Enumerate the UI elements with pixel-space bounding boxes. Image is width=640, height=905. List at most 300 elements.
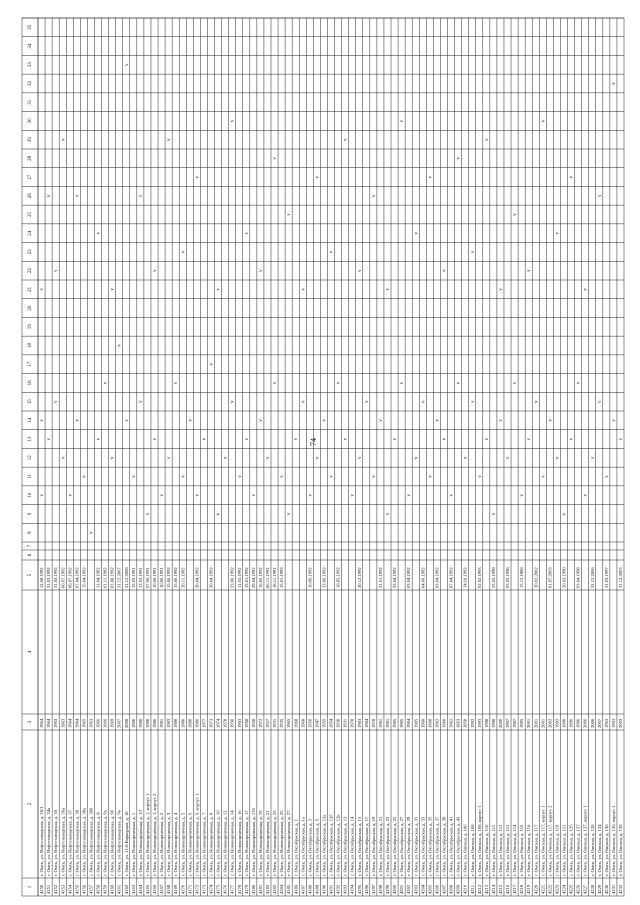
- row-address: г. Омск, ул. Октябрьская, д. 12а: [321, 814, 327, 876]
- check-mark: v: [576, 381, 582, 385]
- check-mark: v: [308, 493, 314, 497]
- row-id: 4164: [137, 884, 143, 894]
- table-row: [292, 18, 299, 896]
- row-id: 4228: [589, 884, 595, 894]
- row-year: 1980: [173, 718, 179, 728]
- check-mark: v: [124, 63, 130, 67]
- column-number: 27: [28, 174, 33, 180]
- row-address: г. Омск, ул. Октябрьская, д. 43: [455, 816, 461, 876]
- row-date: 29.04.1992: [250, 567, 256, 588]
- row-date: 23.04.1992: [392, 567, 398, 588]
- table-row: [582, 18, 589, 896]
- row-id: 4203: [413, 884, 419, 894]
- row-date: 31.12.2007: [116, 567, 122, 588]
- check-mark: v: [54, 269, 60, 272]
- row-id: 4223: [554, 884, 560, 894]
- check-mark: v: [223, 456, 229, 460]
- row-id: 4172: [194, 884, 200, 894]
- row-year: 1980: [137, 718, 143, 728]
- row-id: 4191: [328, 884, 334, 894]
- check-mark: v: [301, 288, 307, 291]
- column-number: 22: [28, 268, 33, 274]
- check-mark: v: [75, 194, 81, 198]
- check-mark: v: [484, 437, 490, 441]
- row-id: 4224: [561, 884, 567, 894]
- row-date: 20.04.1992: [194, 567, 200, 588]
- check-mark: v: [442, 437, 448, 441]
- row-date: 15.06.1992: [173, 567, 179, 588]
- row-year: 1965: [286, 718, 292, 728]
- row-year: 1980: [144, 718, 150, 728]
- check-mark: v: [273, 157, 279, 160]
- row-id: 4222: [547, 884, 553, 894]
- row-address: г. Омск, ул. Омская, д. 136, корпус 1: [610, 805, 616, 876]
- row-id: 4175: [215, 884, 221, 894]
- check-mark: v: [541, 475, 547, 478]
- row-date: 06.07.1992: [67, 567, 73, 588]
- row-id: 4205: [427, 884, 433, 894]
- row-address: г. Омск, ул. 11-й Карьерная, д. 18: [123, 811, 129, 876]
- table-row: [229, 18, 236, 896]
- row-address: г. Омск, ул. Омская, д. 117, корпус 1: [540, 805, 546, 876]
- check-mark: v: [61, 456, 67, 460]
- table-row: [532, 18, 539, 896]
- row-id: 4231: [610, 884, 616, 894]
- check-mark: v: [611, 82, 617, 85]
- row-date: 13.03.1991: [130, 567, 136, 588]
- table-row: [137, 18, 144, 896]
- check-mark: v: [583, 493, 589, 497]
- row-date: 31.12.2006: [589, 567, 595, 588]
- row-year: 1927: [265, 718, 271, 728]
- row-address: г. Омск, ул. Новокирпичная, д. 1, корпус 1: [144, 793, 150, 876]
- row-year: 1963: [88, 718, 94, 728]
- table-row: [257, 18, 264, 896]
- row-date: 15.06.1992: [166, 567, 172, 588]
- row-address: г. Омск, ул. Октябрьская, д. 17: [363, 816, 369, 876]
- check-mark: v: [414, 231, 420, 235]
- check-mark: v: [498, 419, 504, 422]
- table-row: [186, 18, 193, 896]
- table-row: [497, 18, 504, 896]
- row-address: г. Омск, ул. Новокирпичная, д. 12: [222, 810, 228, 876]
- check-mark: v: [138, 400, 144, 403]
- check-mark: v: [195, 493, 201, 497]
- table-row: [539, 18, 546, 896]
- row-year: 1973: [208, 718, 214, 728]
- row-date: 21.01.1992: [377, 567, 383, 588]
- check-mark: v: [491, 512, 497, 516]
- row-year: 1968: [293, 718, 299, 728]
- row-id: 4163: [130, 884, 136, 894]
- row-date: 03.02.1998: [505, 567, 511, 588]
- row-year: 1980: [187, 718, 193, 728]
- row-id: 4221: [540, 884, 546, 894]
- check-mark: v: [230, 400, 236, 403]
- row-date: 20.12.1992: [356, 567, 362, 588]
- table-row: [299, 18, 306, 896]
- check-mark: v: [470, 400, 476, 403]
- row-date: 10.06.1991: [159, 567, 165, 588]
- row-date: 15.01.1993: [279, 567, 285, 588]
- row-year: 1984: [406, 718, 412, 728]
- table-row: [483, 18, 490, 896]
- row-date: 20.11.1992: [180, 567, 186, 588]
- row-address: г. Омск, ул. Новокирпичная, д. 1: [130, 812, 136, 876]
- table-row: [377, 18, 384, 896]
- row-address: г. Омск, ул. Омская, д. 138: [618, 824, 624, 876]
- check-mark: v: [506, 456, 512, 460]
- table-row: [384, 18, 391, 896]
- row-date: 20.02.2002: [533, 567, 539, 588]
- row-id: 4160: [109, 884, 115, 894]
- row-year: 1972: [257, 718, 263, 728]
- row-address: г. Омск, ул. Нефтезаводская, д. 34а: [46, 807, 52, 876]
- check-mark: v: [329, 250, 335, 254]
- row-address: г. Омск, ул. Омская, д. 111: [490, 824, 496, 876]
- row-id: 4180: [250, 884, 256, 894]
- table-row: [518, 18, 525, 896]
- row-year: 1931: [342, 718, 348, 728]
- row-id: 4185: [286, 884, 292, 894]
- row-id: 4218: [519, 884, 525, 894]
- check-mark: v: [61, 138, 67, 141]
- row-address: г. Омск, ул. Омская, д. 125: [568, 824, 574, 876]
- table-row: [200, 18, 207, 896]
- row-address: г. Омск, ул. Омская, д. 117: [533, 824, 539, 876]
- row-id: 4188: [307, 884, 313, 894]
- table-row: [589, 18, 596, 896]
- row-year: 1954: [328, 718, 334, 728]
- row-year: 1965: [81, 718, 87, 728]
- row-year: 1996: [568, 718, 574, 728]
- row-year: 1985: [413, 718, 419, 728]
- table-row: [116, 18, 123, 896]
- check-mark: v: [47, 437, 53, 441]
- row-date: 06.11.1992: [265, 567, 271, 588]
- check-mark: v: [280, 475, 286, 478]
- row-year: 1996: [575, 718, 581, 728]
- column-number: 16: [28, 380, 33, 386]
- check-mark: v: [371, 475, 377, 478]
- row-year: 2003: [618, 718, 624, 728]
- check-mark: v: [258, 269, 264, 272]
- table-row: [38, 18, 45, 896]
- row-year: 1958: [462, 718, 468, 728]
- check-mark: v: [181, 250, 187, 254]
- row-id: 4227: [582, 884, 588, 894]
- row-address: г. Омск, ул. Октябрьская, д. 27: [399, 816, 405, 876]
- table-row: [560, 18, 567, 896]
- check-mark: v: [230, 119, 236, 123]
- row-id: 4201: [399, 884, 405, 894]
- row-address: г. Омск, ул. Октябрьская, д. 23: [385, 816, 391, 876]
- row-id: 4174: [208, 884, 214, 894]
- check-mark: v: [498, 288, 504, 291]
- table-row: [476, 18, 483, 896]
- table-row: [250, 18, 257, 896]
- row-year: 1985: [392, 718, 398, 728]
- column-number: 12: [28, 455, 33, 461]
- row-id: 4165: [144, 884, 150, 894]
- row-year: 2006: [589, 718, 595, 728]
- table-row: [447, 18, 454, 896]
- row-id: 4154: [67, 884, 73, 894]
- table-row: [123, 18, 130, 896]
- row-year: 2001: [533, 718, 539, 728]
- row-id: 4215: [497, 884, 503, 894]
- row-id: 4162: [123, 884, 129, 894]
- check-mark: v: [604, 475, 610, 478]
- row-id: 4194: [349, 884, 355, 894]
- row-address: г. Омск, ул. Нефтезаводская, д. 37: [67, 809, 73, 876]
- row-address: г. Омск, ул. Нефтезаводская, д. 36а: [60, 807, 66, 876]
- check-mark: v: [590, 456, 596, 460]
- row-id: 4159: [102, 884, 108, 894]
- table-row: [511, 18, 518, 896]
- check-mark: v: [216, 512, 222, 516]
- column-number: 35: [28, 24, 33, 30]
- check-mark: v: [414, 456, 420, 460]
- column-number: 30: [28, 118, 33, 124]
- row-address: г. Омск, ул. Нефтезаводская, д. 9б: [109, 809, 115, 876]
- row-year: 1958: [243, 718, 249, 728]
- check-mark: v: [548, 419, 554, 422]
- check-mark: v: [110, 288, 116, 291]
- row-id: 4214: [490, 884, 496, 894]
- table-row: [553, 18, 560, 896]
- row-address: г. Омск, ул. Омская, д. 127: [575, 824, 581, 876]
- row-date: 10.06.1992: [307, 567, 313, 588]
- row-id: 4186: [293, 884, 299, 894]
- row-year: 1998: [490, 718, 496, 728]
- row-id: 4204: [420, 884, 426, 894]
- row-id: 4213: [483, 884, 489, 894]
- check-mark: v: [442, 269, 448, 272]
- row-year: 1964: [74, 718, 80, 728]
- row-id: 4229: [596, 884, 602, 894]
- row-year: 2007: [596, 718, 602, 728]
- row-id: 4202: [406, 884, 412, 894]
- row-id: 4189: [314, 884, 320, 894]
- row-address: г. Омск, ул. Нефтезаводская, д. 36: [53, 809, 59, 876]
- table-row: [94, 18, 101, 896]
- row-date: 14.10.1992: [462, 567, 468, 588]
- row-id: 4183: [272, 884, 278, 894]
- check-mark: v: [456, 381, 462, 385]
- row-date: 15.12.1986: [519, 567, 525, 588]
- row-id: 4210: [462, 884, 468, 894]
- check-mark: v: [82, 475, 88, 478]
- table-row: [172, 18, 179, 896]
- row-id: 4198: [377, 884, 383, 894]
- row-date: 01.07.2003: [547, 567, 553, 588]
- row-address: г. Омск, ул. Октябрьская, д. 3: [307, 819, 313, 876]
- check-mark: v: [386, 288, 392, 291]
- table-row: [419, 18, 426, 896]
- table-row: [426, 18, 433, 896]
- check-mark: v: [569, 175, 575, 179]
- row-address: г. Омск, ул. Октябрьская, д. 29: [406, 816, 412, 876]
- row-year: 1978: [349, 718, 355, 728]
- column-number: 24: [28, 230, 33, 236]
- table-row: [52, 18, 59, 896]
- check-mark: v: [47, 194, 53, 198]
- row-year: 1950: [229, 718, 235, 728]
- table-row: [215, 18, 222, 896]
- table-row: [73, 18, 80, 896]
- column-number: 17: [28, 361, 33, 367]
- column-number: 25: [28, 212, 33, 217]
- table-row: [342, 18, 349, 896]
- row-address: г. Омск, ул. Новокирпичная, д. 7: [201, 812, 207, 876]
- table-row: [151, 18, 158, 896]
- row-id: 4226: [575, 884, 581, 894]
- row-date: 03.08.1992: [109, 567, 115, 588]
- row-address: г. Омск, ул. Омская, д. 110: [483, 824, 489, 876]
- page-number: 74: [309, 438, 318, 446]
- check-mark: v: [266, 456, 272, 460]
- row-address: г. Омск, ул. Омская, д. 114: [512, 824, 518, 876]
- check-mark: v: [378, 419, 384, 422]
- row-date: 15.04.1992: [81, 567, 87, 588]
- check-mark: v: [371, 194, 377, 198]
- row-address: г. Омск, ул. Октябрьская, д. 5: [314, 819, 320, 876]
- row-year: 2002: [547, 718, 553, 728]
- check-mark: v: [131, 475, 137, 478]
- row-year: 1930: [335, 718, 341, 728]
- row-address: г. Омск, ул. Октябрьская, д. 39: [441, 816, 447, 876]
- check-mark: v: [569, 437, 575, 441]
- check-mark: v: [336, 381, 342, 385]
- row-address: г. Омск, ул. Омская, д. 106: [462, 824, 468, 876]
- column-number: 34: [28, 43, 33, 49]
- table-row: [617, 18, 624, 896]
- row-id: 4167: [159, 884, 165, 894]
- check-mark: v: [216, 288, 222, 291]
- row-id: 4230: [603, 884, 609, 894]
- table-row: [398, 18, 405, 896]
- column-number: 14: [28, 417, 33, 423]
- row-id: 4150: [39, 884, 45, 894]
- check-mark: v: [117, 344, 123, 347]
- row-address: г. Омск, ул. Октябрьская, д. 13: [342, 816, 348, 876]
- column-number: 11: [28, 474, 33, 479]
- row-address: г. Омск, ул. Новокирпичная, д. 14: [229, 810, 235, 876]
- row-date: 31.03.1992: [53, 567, 59, 588]
- table-row: [313, 18, 320, 896]
- row-id: 4166: [152, 884, 158, 894]
- table-row: [356, 18, 363, 896]
- check-mark: v: [167, 138, 173, 141]
- table-row: [165, 18, 172, 896]
- row-date: 20.04.1992: [208, 567, 214, 588]
- table-row: [405, 18, 412, 896]
- row-address: г. Омск, ул. Нефтезаводская, д. 9в: [116, 810, 122, 876]
- check-mark: v: [145, 512, 151, 516]
- row-year: 1968: [420, 718, 426, 728]
- row-id: 4176: [222, 884, 228, 894]
- table-row: [87, 18, 94, 896]
- row-address: г. Омск, ул. Нефтезаводская, д. 8: [95, 812, 101, 876]
- row-date: 07.06.1991: [144, 567, 150, 588]
- row-id: 4170: [180, 884, 186, 894]
- check-mark: v: [160, 493, 166, 497]
- row-address: г. Омск, ул. Октябрьская, д. 19: [370, 816, 376, 876]
- column-number: 21: [28, 286, 33, 292]
- row-id: 4216: [505, 884, 511, 894]
- row-id: 4177: [229, 884, 235, 894]
- column-number: 20: [28, 305, 33, 311]
- check-mark: v: [343, 437, 349, 441]
- check-mark: v: [40, 493, 46, 497]
- check-mark: v: [329, 475, 335, 478]
- row-year: 1980: [194, 718, 200, 728]
- registry-table: [22, 18, 624, 896]
- row-address: г. Омск, ул. Омская, д. 108, корпус 1: [476, 805, 482, 876]
- table-row: [610, 18, 617, 896]
- check-mark: v: [583, 288, 589, 291]
- row-address: г. Омск, ул. Октябрьская, д. 25: [392, 816, 398, 876]
- table-row: [455, 18, 462, 896]
- table-row: [546, 18, 553, 896]
- row-address: г. Омск, ул. Новокирпичная, д. 17б: [250, 808, 256, 876]
- check-mark: v: [562, 512, 568, 516]
- row-address: г. Омск, ул. Октябрьская, д. 37: [434, 816, 440, 876]
- check-mark: v: [407, 493, 413, 497]
- table-row: [109, 18, 116, 896]
- row-year: 2008: [123, 718, 129, 728]
- row-year: 1963: [603, 718, 609, 728]
- column-number: 15: [28, 399, 33, 405]
- row-id: 4190: [321, 884, 327, 894]
- check-mark: v: [435, 419, 441, 422]
- check-mark: v: [202, 437, 208, 441]
- row-id: 4187: [300, 884, 306, 894]
- row-address: г. Омск, ул. Нефтезаводская, д. 38б: [88, 807, 94, 876]
- row-address: г. Омск, ул. Новокирпичная, д. 17: [243, 810, 249, 876]
- table-row: [462, 18, 469, 896]
- row-date: 11.08.1992: [39, 567, 45, 588]
- table-row: [243, 18, 250, 896]
- row-year: 1956: [307, 718, 313, 728]
- row-address: г. Омск, ул. Новокирпичная, д. 5: [180, 812, 186, 876]
- row-address: г. Омск, ул. Нефтезаводская, д. 38а: [81, 807, 87, 876]
- column-number: 32: [28, 81, 33, 86]
- column-number: 2: [28, 802, 33, 806]
- table-row: [130, 18, 137, 896]
- row-address: г. Омск, ул. Омская, д. 115: [519, 824, 525, 876]
- check-mark: v: [315, 456, 321, 460]
- row-address: г. Омск, ул. Омская, д. 128: [589, 824, 595, 876]
- row-year: 1964: [39, 718, 45, 728]
- check-mark: v: [456, 157, 462, 160]
- row-date: 31.03.1992: [46, 567, 52, 588]
- row-address: г. Омск, ул. Омская, д. 127, корпус 1: [582, 805, 588, 876]
- table-row: [327, 18, 334, 896]
- table-row: [391, 18, 398, 896]
- check-mark: v: [153, 437, 159, 441]
- row-date: 04.06.1992: [420, 567, 426, 588]
- row-date: 01.11.1992: [102, 567, 108, 588]
- row-address: г. Омск, ул. Новокирпичная, д. 3: [166, 812, 172, 876]
- check-mark: v: [428, 475, 434, 478]
- check-mark: v: [244, 437, 250, 441]
- check-mark: v: [470, 250, 476, 254]
- row-year: 1993: [476, 718, 482, 728]
- check-mark: v: [400, 119, 406, 123]
- row-address: г. Омск, ул. Нефтезаводская, д. 9а: [102, 810, 108, 876]
